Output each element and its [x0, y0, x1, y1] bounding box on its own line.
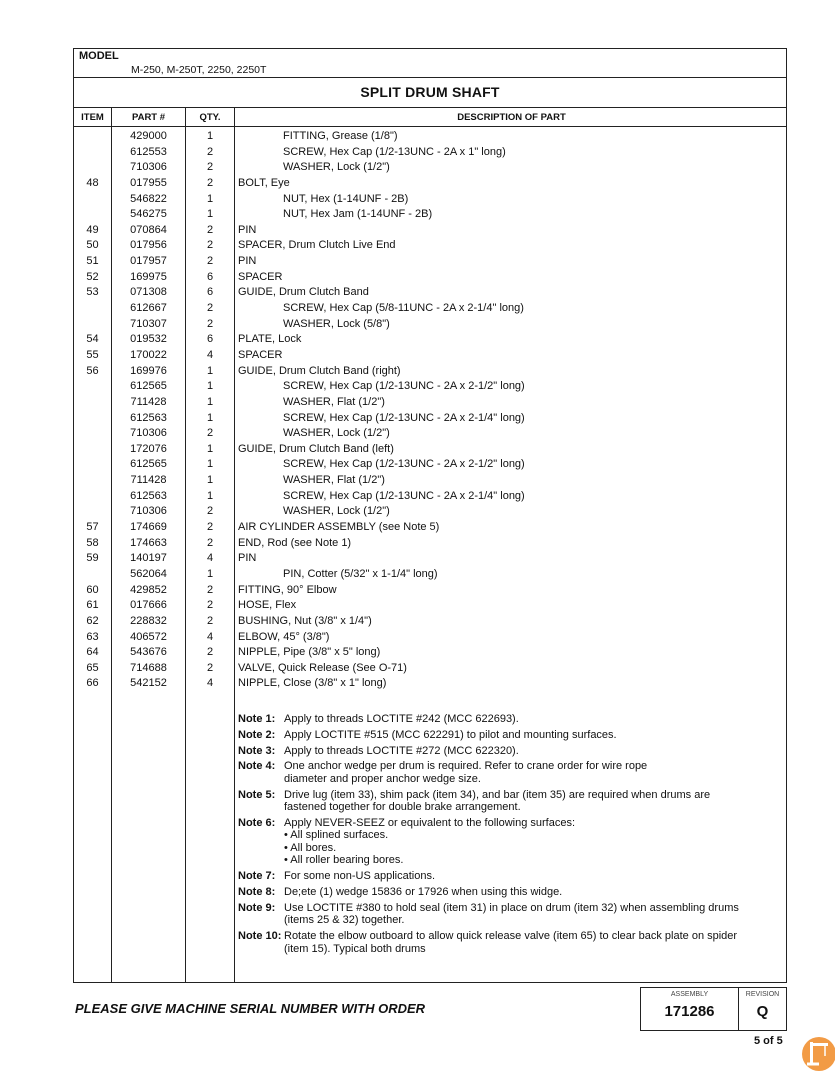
description-cell: NUT, Hex (1-14UNF - 2B): [283, 192, 409, 205]
description-cell: PIN: [238, 223, 257, 236]
part-number-cell: 543676: [130, 646, 167, 659]
description-cell: PIN: [238, 255, 257, 268]
table-row: [74, 520, 786, 536]
item-cell: 56: [86, 364, 99, 377]
note-text: fastened together for double brake arrangement.: [284, 801, 521, 814]
assembly-number: 171286: [664, 1003, 715, 1020]
quantity-cell: 1: [206, 192, 214, 205]
item-cell: 58: [86, 536, 99, 549]
quantity-cell: 2: [206, 145, 214, 158]
assembly-box: [640, 987, 739, 1031]
quantity-cell: 2: [206, 583, 214, 596]
part-number-cell: 710306: [130, 505, 167, 518]
table-row: [74, 551, 786, 567]
part-number-cell: 017666: [130, 599, 167, 612]
description-cell: NIPPLE, Pipe (3/8" x 5" long): [238, 646, 381, 659]
table-row: [74, 457, 786, 473]
model-value: M-250, M-250T, 2250, 2250T: [131, 64, 267, 76]
quantity-cell: 1: [206, 474, 214, 487]
description-cell: ELBOW, 45° (3/8"): [238, 630, 330, 643]
assembly-label: ASSEMBLY: [670, 991, 709, 998]
table-row: [74, 426, 786, 442]
description-cell: WASHER, Flat (1/2"): [283, 395, 385, 408]
quantity-cell: 4: [206, 677, 214, 690]
part-number-cell: 140197: [130, 552, 167, 565]
table-row: [74, 489, 786, 505]
quantity-cell: 2: [206, 536, 214, 549]
table-row: [74, 442, 786, 458]
note-text: One anchor wedge per drum is required. Refer to crane order for wire rope: [284, 760, 648, 773]
part-number-cell: 017956: [130, 239, 167, 252]
column-header-qty: QTY.: [199, 112, 221, 123]
note-text: For some non-US applications.: [284, 870, 436, 883]
quantity-cell: 1: [206, 567, 214, 580]
note-text: Rotate the elbow outboard to allow quick release valve (item 65) to clear back plate on spider: [284, 930, 738, 943]
description-cell: SCREW, Hex Cap (1/2-13UNC - 2A x 1" long): [283, 145, 506, 158]
item-cell: 62: [86, 614, 99, 627]
quantity-cell: 2: [206, 599, 214, 612]
note-text: De;ete (1) wedge 15836 or 17926 when using this widge.: [284, 886, 563, 899]
note-text: (item 15). Typical both drums: [284, 942, 426, 955]
table-row: [74, 145, 786, 161]
note-label: Note 9:: [238, 901, 276, 914]
parts-table-body: [74, 129, 786, 692]
column-header-description: DESCRIPTION OF PART: [457, 112, 566, 123]
note-label: Note 3:: [238, 744, 276, 757]
part-number-cell: 612563: [130, 411, 167, 424]
crane-logo-icon: [797, 1030, 835, 1074]
notes-section: [238, 713, 784, 958]
table-row: [74, 348, 786, 364]
description-cell: WASHER, Lock (1/2"): [283, 427, 390, 440]
part-number-cell: 612565: [130, 458, 167, 471]
part-number-cell: 562064: [130, 567, 167, 580]
table-row: [74, 176, 786, 192]
note: [238, 760, 784, 785]
table-row: [74, 504, 786, 520]
quantity-cell: 2: [206, 505, 214, 518]
quantity-cell: 2: [206, 521, 214, 534]
description-cell: NIPPLE, Close (3/8" x 1" long): [238, 677, 387, 690]
quantity-cell: 2: [206, 239, 214, 252]
description-cell: AIR CYLINDER ASSEMBLY (see Note 5): [238, 521, 440, 534]
table-row: [74, 129, 786, 145]
description-cell: SCREW, Hex Cap (1/2-13UNC - 2A x 2-1/2" long): [283, 380, 525, 393]
part-number-cell: 174669: [130, 521, 167, 534]
table-row: [74, 301, 786, 317]
item-cell: 57: [86, 521, 99, 534]
note-label: Note 4:: [238, 760, 276, 773]
item-cell: 55: [86, 348, 99, 361]
note: [238, 729, 784, 742]
quantity-cell: 2: [206, 255, 214, 268]
part-number-cell: 542152: [130, 677, 167, 690]
part-number-cell: 711428: [130, 395, 167, 408]
note-label: Note 8:: [238, 886, 276, 899]
description-cell: SPACER: [238, 270, 283, 283]
part-number-cell: 429852: [130, 583, 167, 596]
quantity-cell: 4: [206, 348, 214, 361]
description-cell: GUIDE, Drum Clutch Band (right): [238, 364, 401, 377]
note-text: • All roller bearing bores.: [284, 854, 404, 867]
table-row: [74, 238, 786, 254]
page-number: 5 of 5: [754, 1035, 783, 1047]
note-text: Use LOCTITE #380 to hold seal (item 31) in place on drum (item 32) when assembling drums: [284, 901, 739, 914]
table-row: [74, 223, 786, 239]
column-header-part: PART #: [131, 112, 166, 123]
item-cell: 53: [86, 286, 99, 299]
item-cell: 52: [86, 270, 99, 283]
quantity-cell: 2: [206, 302, 214, 315]
note-text: diameter and proper anchor wedge size.: [284, 772, 481, 785]
table-row: [74, 567, 786, 583]
table-row: [74, 676, 786, 692]
quantity-cell: 4: [206, 630, 214, 643]
table-row: [74, 254, 786, 270]
item-cell: 49: [86, 223, 99, 236]
item-cell: 50: [86, 239, 99, 252]
quantity-cell: 2: [206, 176, 214, 189]
part-number-cell: 711428: [130, 474, 167, 487]
quantity-cell: 2: [206, 161, 214, 174]
serial-number-instruction: PLEASE GIVE MACHINE SERIAL NUMBER WITH ORDER: [75, 1001, 426, 1016]
note-label: Note 7:: [238, 870, 276, 883]
note: [238, 886, 784, 899]
description-cell: BUSHING, Nut (3/8" x 1/4"): [238, 614, 372, 627]
divider: [74, 126, 786, 127]
note: [238, 902, 784, 927]
table-row: [74, 160, 786, 176]
quantity-cell: 1: [206, 130, 214, 142]
table-row: [74, 317, 786, 333]
note: [238, 930, 784, 955]
note-label: Note 5:: [238, 788, 276, 801]
description-cell: BOLT, Eye: [238, 176, 290, 189]
table-row: [74, 395, 786, 411]
description-cell: PIN: [238, 552, 257, 565]
note-text: Apply LOCTITE #515 (MCC 622291) to pilot and mounting surfaces.: [284, 728, 617, 741]
note-label: Note 6:: [238, 816, 276, 829]
part-number-cell: 172076: [130, 442, 167, 455]
table-row: [74, 207, 786, 223]
revision-label: REVISION: [745, 991, 780, 998]
table-row: [74, 473, 786, 489]
table-row: [74, 270, 786, 286]
part-number-cell: 228832: [130, 614, 167, 627]
quantity-cell: 1: [206, 380, 214, 393]
table-row: [74, 364, 786, 380]
description-cell: PLATE, Lock: [238, 333, 302, 346]
note: [238, 713, 784, 726]
description-cell: SCREW, Hex Cap (1/2-13UNC - 2A x 2-1/4" long): [283, 489, 525, 502]
quantity-cell: 2: [206, 646, 214, 659]
note: [238, 789, 784, 814]
table-row: [74, 536, 786, 552]
description-cell: SCREW, Hex Cap (5/8-11UNC - 2A x 2-1/4" long): [283, 302, 524, 315]
item-cell: 48: [86, 176, 99, 189]
part-number-cell: 017957: [130, 255, 167, 268]
revision-box: [738, 987, 787, 1031]
part-number-cell: 710306: [130, 161, 167, 174]
part-number-cell: 071308: [130, 286, 167, 299]
description-cell: END, Rod (see Note 1): [238, 536, 352, 549]
column-header-item: ITEM: [81, 112, 104, 123]
quantity-cell: 6: [206, 333, 214, 346]
description-cell: FITTING, Grease (1/8"): [283, 130, 398, 142]
description-cell: PIN, Cotter (5/32" x 1-1/4" long): [283, 567, 438, 580]
table-row: [74, 285, 786, 301]
description-cell: NUT, Hex Jam (1-14UNF - 2B): [283, 208, 433, 221]
part-number-cell: 546275: [130, 208, 167, 221]
table-row: [74, 630, 786, 646]
divider: [74, 77, 786, 78]
part-number-cell: 612565: [130, 380, 167, 393]
part-number-cell: 019532: [130, 333, 167, 346]
table-row: [74, 411, 786, 427]
part-number-cell: 070864: [130, 223, 167, 236]
description-cell: VALVE, Quick Release (See O-71): [238, 661, 407, 674]
description-cell: WASHER, Lock (5/8"): [283, 317, 390, 330]
part-number-cell: 546822: [130, 192, 167, 205]
table-row: [74, 332, 786, 348]
quantity-cell: 1: [206, 411, 214, 424]
quantity-cell: 2: [206, 661, 214, 674]
quantity-cell: 2: [206, 427, 214, 440]
part-number-cell: 710306: [130, 427, 167, 440]
description-cell: HOSE, Flex: [238, 599, 297, 612]
description-cell: WASHER, Flat (1/2"): [283, 474, 385, 487]
description-cell: GUIDE, Drum Clutch Band: [238, 286, 369, 299]
note-text: • All splined surfaces.: [284, 829, 389, 842]
item-cell: 63: [86, 630, 99, 643]
part-number-cell: 429000: [130, 130, 167, 142]
description-cell: FITTING, 90° Elbow: [238, 583, 337, 596]
revision-value: Q: [756, 1003, 769, 1020]
quantity-cell: 6: [206, 270, 214, 283]
quantity-cell: 1: [206, 458, 214, 471]
item-cell: 60: [86, 583, 99, 596]
table-row: [74, 379, 786, 395]
description-cell: SPACER: [238, 348, 283, 361]
item-cell: 61: [86, 599, 99, 612]
note-label: Note 2:: [238, 728, 276, 741]
note-label: Note 1:: [238, 713, 276, 725]
part-number-cell: 714688: [130, 661, 167, 674]
description-cell: SPACER, Drum Clutch Live End: [238, 239, 396, 252]
table-row: [74, 583, 786, 599]
quantity-cell: 2: [206, 614, 214, 627]
table-row: [74, 598, 786, 614]
quantity-cell: 1: [206, 442, 214, 455]
part-number-cell: 174663: [130, 536, 167, 549]
parts-list-frame: [73, 48, 787, 983]
part-number-cell: 406572: [130, 630, 167, 643]
note-text: Apply to threads LOCTITE #272 (MCC 622320).: [284, 744, 519, 757]
note: [238, 870, 784, 883]
part-number-cell: 169976: [130, 364, 167, 377]
quantity-cell: 4: [206, 552, 214, 565]
part-number-cell: 169975: [130, 270, 167, 283]
description-cell: SCREW, Hex Cap (1/2-13UNC - 2A x 2-1/4" long): [283, 411, 525, 424]
note-text: Drive lug (item 33), shim pack (item 34), and bar (item 35) are required when drums are: [284, 788, 711, 801]
divider: [74, 107, 786, 108]
page-title: SPLIT DRUM SHAFT: [360, 84, 500, 100]
quantity-cell: 2: [206, 223, 214, 236]
note-text: (items 25 & 32) together.: [284, 914, 405, 927]
note-text: Apply to threads LOCTITE #242 (MCC 622693).: [284, 713, 519, 725]
table-row: [74, 661, 786, 677]
part-number-cell: 017955: [130, 176, 167, 189]
item-cell: 66: [86, 677, 99, 690]
item-cell: 65: [86, 661, 99, 674]
table-row: [74, 614, 786, 630]
note-text: • All bores.: [284, 841, 337, 854]
quantity-cell: 1: [206, 489, 214, 502]
note-label: Note 10:: [238, 930, 282, 943]
note-text: Apply NEVER-SEEZ or equivalent to the following surfaces:: [284, 816, 576, 829]
description-cell: WASHER, Lock (1/2"): [283, 161, 390, 174]
quantity-cell: 1: [206, 395, 214, 408]
part-number-cell: 710307: [130, 317, 167, 330]
quantity-cell: 1: [206, 208, 214, 221]
part-number-cell: 612667: [130, 302, 167, 315]
item-cell: 54: [86, 333, 99, 346]
quantity-cell: 2: [206, 317, 214, 330]
description-cell: SCREW, Hex Cap (1/2-13UNC - 2A x 2-1/2" long): [283, 458, 525, 471]
item-cell: 64: [86, 646, 99, 659]
model-label: MODEL: [79, 50, 119, 62]
quantity-cell: 6: [206, 286, 214, 299]
table-row: [74, 192, 786, 208]
quantity-cell: 1: [206, 364, 214, 377]
part-number-cell: 170022: [130, 348, 167, 361]
item-cell: 51: [86, 255, 99, 268]
description-cell: WASHER, Lock (1/2"): [283, 505, 390, 518]
item-cell: 59: [86, 552, 99, 565]
note: [238, 745, 784, 758]
note: [238, 817, 784, 867]
table-row: [74, 645, 786, 661]
part-number-cell: 612553: [130, 145, 167, 158]
description-cell: GUIDE, Drum Clutch Band (left): [238, 442, 394, 455]
part-number-cell: 612563: [130, 489, 167, 502]
